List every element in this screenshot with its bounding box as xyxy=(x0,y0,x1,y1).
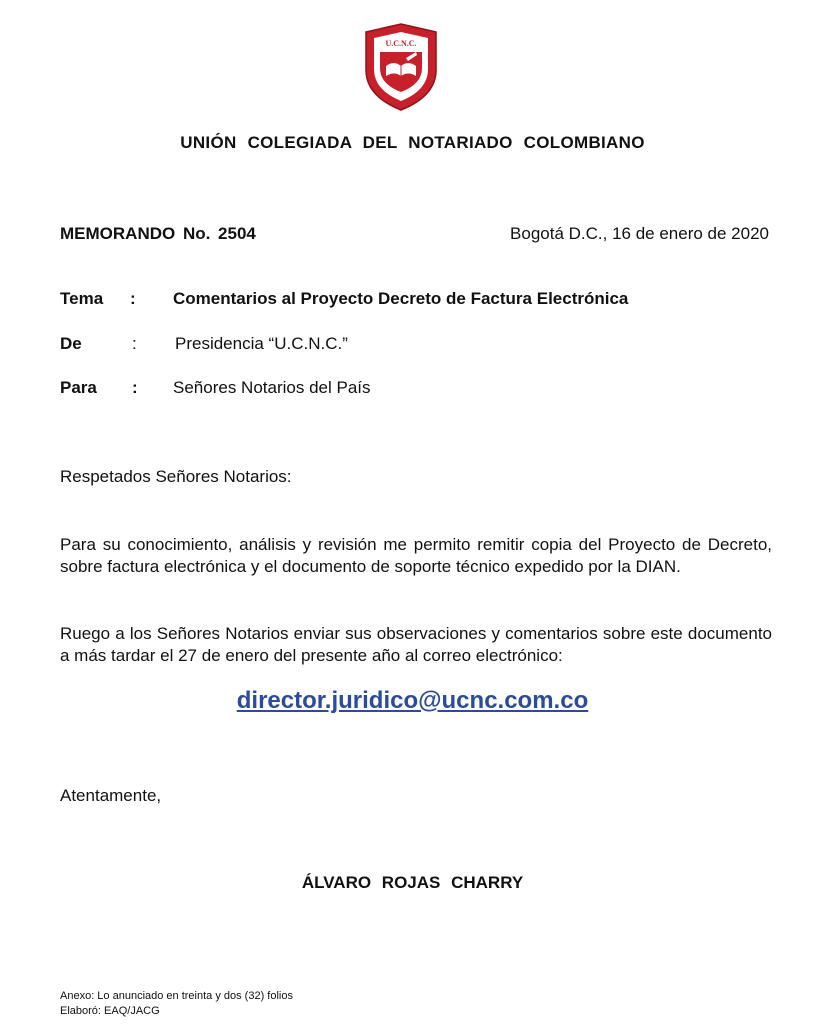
organization-title: UNIÓN COLEGIADA DEL NOTARIADO COLOMBIANO xyxy=(180,133,645,152)
closing: Atentamente, xyxy=(60,786,162,805)
memo-date: Bogotá D.C., 16 de enero de 2020 xyxy=(510,224,769,243)
body-paragraph-2: Ruego a los Señores Notarios enviar sus observaciones y comentarios sobre este documento a más tardar el 27 de enero del presente año al correo electrónico: xyxy=(60,624,772,665)
para-label: Para xyxy=(60,378,97,397)
tema-label: Tema xyxy=(60,289,104,308)
footer-anexo: Anexo: Lo anunciado en treinta y dos (32) folios xyxy=(60,990,293,1002)
ucnc-logo xyxy=(360,22,442,112)
tema-value: Comentarios al Proyecto Decreto de Factura Electrónica xyxy=(173,289,629,308)
de-label: De xyxy=(60,334,82,353)
memo-number: MEMORANDO No. 2504 xyxy=(60,224,256,243)
de-colon: : xyxy=(132,334,137,353)
svg-text:U.C.N.C.: U.C.N.C. xyxy=(385,39,417,48)
para-colon: : xyxy=(132,378,138,397)
greeting: Respetados Señores Notarios: xyxy=(60,467,292,486)
email-link[interactable]: director.juridico@ucnc.com.co xyxy=(236,687,589,714)
para-value: Señores Notarios del País xyxy=(173,378,371,397)
de-value: Presidencia “U.C.N.C.” xyxy=(175,334,348,353)
tema-colon: : xyxy=(130,289,136,308)
footer-elaboro: Elaboró: EAQ/JACG xyxy=(60,1005,160,1017)
body-paragraph-1: Para su conocimiento, análisis y revisión me permito remitir copia del Proyecto de Decreto, sobre factura electrónica y el documento de soporte técnico expedido por la DIAN. xyxy=(60,535,772,576)
signer-name: ÁLVARO ROJAS CHARRY xyxy=(301,873,524,892)
